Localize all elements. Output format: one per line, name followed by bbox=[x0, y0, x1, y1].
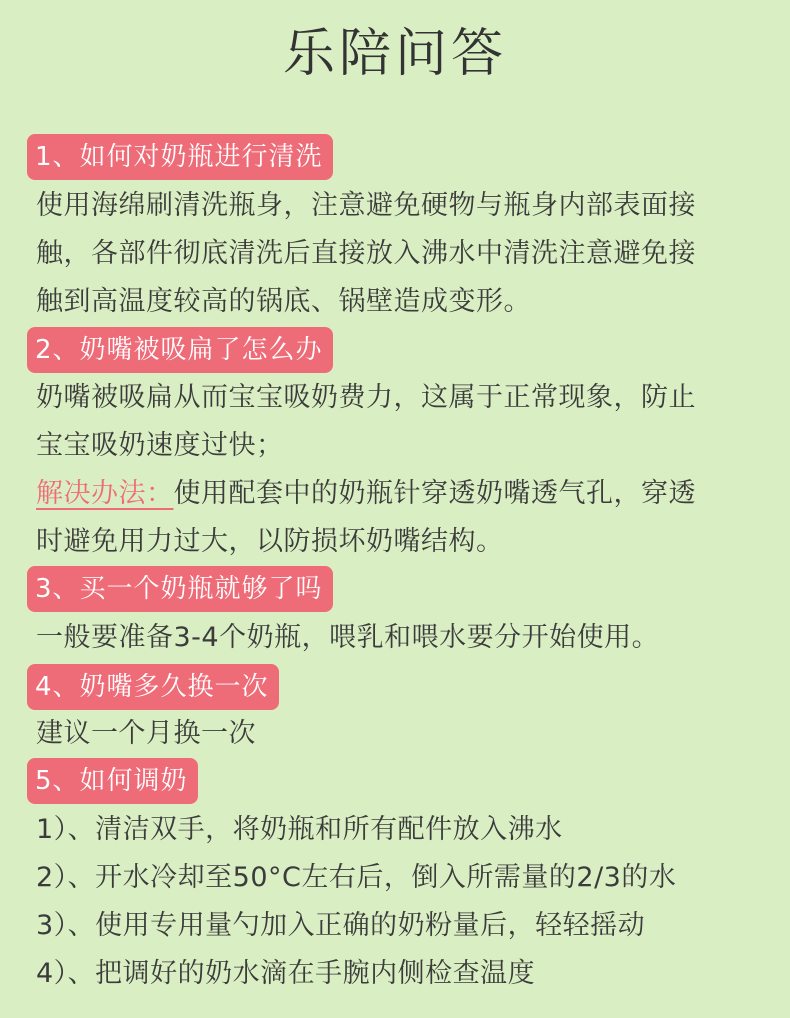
section-label-4: 4、奶嘴多久换一次 bbox=[27, 664, 279, 710]
page-title: 乐陪问答 bbox=[282, 24, 507, 84]
solution-label: 解决办法： bbox=[36, 478, 174, 509]
step-line: 4）、把调好的奶水滴在手腕内侧检查温度 bbox=[36, 958, 536, 989]
answer-line: 使用海绵刷清洗瓶身，注意避免硬物与瓶身内部表面接 bbox=[36, 190, 696, 221]
step-line: 2）、开水冷却至50°C左右后，倒入所需量的2/3的水 bbox=[36, 862, 677, 893]
solution-text: 使用配套中的奶瓶针穿透奶嘴透气孔，穿透 bbox=[173, 478, 696, 509]
section-label-5: 5、如何调奶 bbox=[27, 758, 198, 804]
answer-line: 触到高温度较高的锅底、锅壁造成变形。 bbox=[36, 286, 531, 317]
section-label-3: 3、买一个奶瓶就够了吗 bbox=[27, 566, 333, 612]
step-line: 3）、使用专用量勺加入正确的奶粉量后，轻轻摇动 bbox=[36, 910, 646, 941]
answer-line: 建议一个月换一次 bbox=[36, 718, 256, 749]
answer-line: 奶嘴被吸扁从而宝宝吸奶费力，这属于正常现象，防止 bbox=[36, 382, 696, 413]
section-label-2: 2、奶嘴被吸扁了怎么办 bbox=[27, 327, 333, 373]
answer-line: 触，各部件彻底清洗后直接放入沸水中清洗注意避免接 bbox=[36, 238, 696, 269]
step-line: 1）、清洁双手，将奶瓶和所有配件放入沸水 bbox=[36, 814, 563, 845]
answer-line: 宝宝吸奶速度过快； bbox=[36, 430, 284, 461]
answer-line: 一般要准备3-4个奶瓶，喂乳和喂水要分开始使用。 bbox=[36, 622, 660, 653]
answer-line: 时避免用力过大，以防损坏奶嘴结构。 bbox=[36, 526, 504, 557]
section-label-1: 1、如何对奶瓶进行清洗 bbox=[27, 134, 333, 180]
solution-line bbox=[36, 474, 696, 514]
